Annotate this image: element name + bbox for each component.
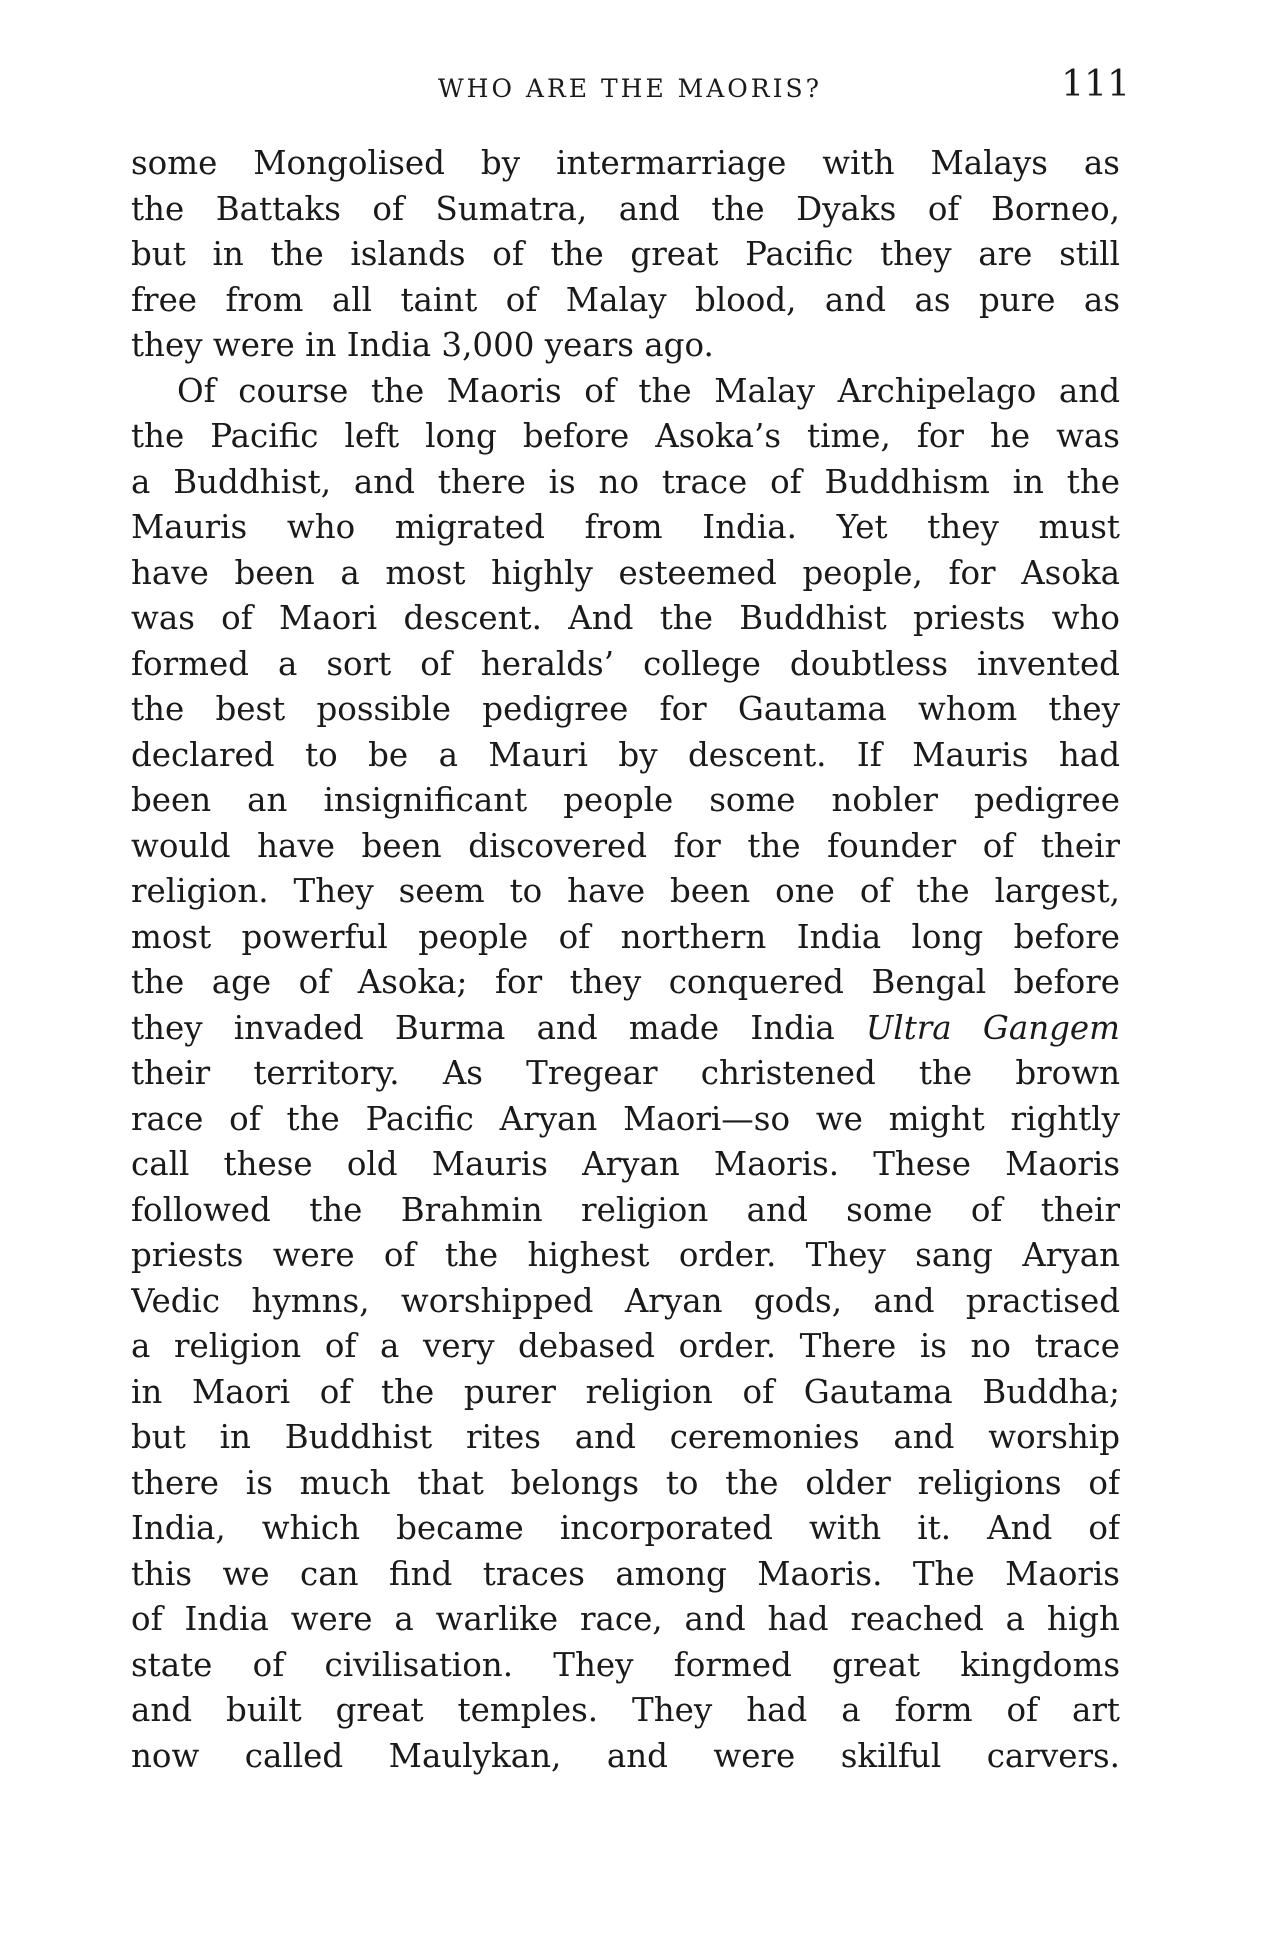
text-line: was of Maori descent. And the Buddhist priests who bbox=[131, 599, 1120, 637]
text-line: but in the islands of the great Pacific they are still bbox=[131, 235, 1120, 273]
text-line: Of course the Maoris of the Malay Archipelago and bbox=[177, 371, 1120, 410]
text-line: in Maori of the purer religion of Gautama Buddha; bbox=[131, 1372, 1120, 1411]
text-line: some Mongolised by intermarriage with Malays as bbox=[131, 144, 1120, 182]
text-line: the Pacific left long before Asoka’s time, for he was bbox=[131, 417, 1120, 455]
text-line: they were in India 3,000 years ago. bbox=[131, 326, 714, 364]
text-line: this we can find traces among Maoris. The Maoris bbox=[131, 1554, 1120, 1593]
text-line: would have been discovered for the founder of their bbox=[131, 826, 1120, 865]
running-head-title: WHO ARE THE MAORIS? bbox=[437, 74, 823, 103]
text-line: declared to be a Mauri by descent. If Mauris had bbox=[131, 735, 1120, 774]
text-line: Mauris who migrated from India. Yet they must bbox=[131, 508, 1120, 546]
text-line: formed a sort of heralds’ college doubtless invented bbox=[131, 644, 1120, 683]
text-line: a religion of a very debased order. There is no trace bbox=[131, 1327, 1120, 1365]
text-line: the age of Asoka; for they conquered Bengal before bbox=[131, 963, 1120, 1001]
text-segment: they invaded Burma and made India bbox=[131, 1008, 835, 1047]
text-line: a Buddhist, and there is no trace of Buddhism in the bbox=[131, 462, 1120, 501]
text-line: state of civilisation. They formed great kingdoms bbox=[131, 1645, 1120, 1684]
text-line: of India were a warlike race, and had reached a high bbox=[131, 1600, 1120, 1638]
text-line: the Battaks of Sumatra, and the Dyaks of Borneo, bbox=[131, 189, 1120, 228]
text-line: India, which became incorporated with it. And of bbox=[131, 1509, 1120, 1547]
text-line: religion. They seem to have been one of the largest, bbox=[131, 872, 1120, 910]
text-line: but in Buddhist rites and ceremonies and worship bbox=[131, 1418, 1120, 1456]
text-line: been an insignificant people some nobler pedigree bbox=[131, 781, 1120, 819]
text-line: there is much that belongs to the older religions of bbox=[131, 1463, 1120, 1502]
text-line: have been a most highly esteemed people, for Asoka bbox=[131, 553, 1120, 592]
text-line: and built great temples. They had a form of art bbox=[131, 1691, 1120, 1729]
body-text bbox=[131, 141, 1120, 1779]
text-line: priests were of the highest order. They sang Aryan bbox=[131, 1236, 1120, 1274]
text-line: the best possible pedigree for Gautama whom they bbox=[131, 690, 1120, 728]
text-line: race of the Pacific Aryan Maori—so we might rightly bbox=[131, 1099, 1120, 1138]
italic-phrase: Ultra Gangem bbox=[865, 1008, 1120, 1047]
text-line: Vedic hymns, worshipped Aryan gods, and practised bbox=[131, 1281, 1120, 1320]
text-line: followed the Brahmin religion and some of their bbox=[131, 1190, 1120, 1229]
text-line: their territory. As Tregear christened the brown bbox=[131, 1054, 1120, 1092]
text-line-with-italic bbox=[131, 1006, 1120, 1052]
text-line: call these old Mauris Aryan Maoris. These Maoris bbox=[131, 1145, 1120, 1183]
running-head bbox=[130, 60, 1130, 110]
page-number: 111 bbox=[1061, 64, 1130, 105]
text-line: free from all taint of Malay blood, and as pure as bbox=[131, 280, 1120, 319]
text-line: most powerful people of northern India long before bbox=[131, 917, 1120, 956]
text-line: now called Maulykan, and were skilful carvers. bbox=[131, 1736, 1120, 1775]
